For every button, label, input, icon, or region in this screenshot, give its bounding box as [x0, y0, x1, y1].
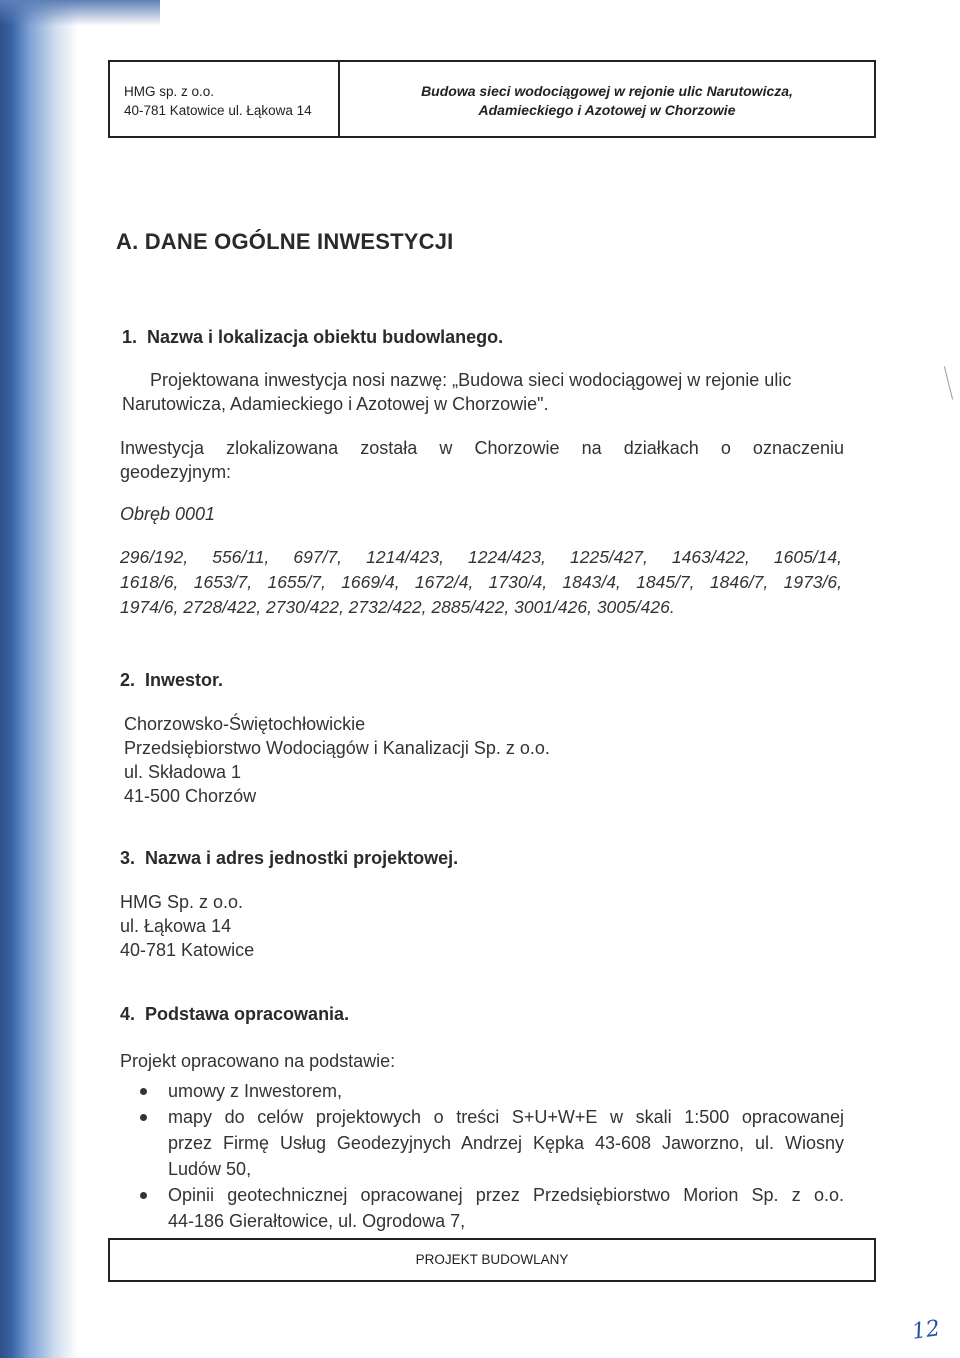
designer-line: 40-781 Katowice: [120, 940, 255, 960]
item3-designer-address: [120, 890, 254, 962]
item1-para2-line2: geodezyjnym:: [120, 462, 232, 482]
bullet-icon: [140, 1192, 147, 1199]
item2-investor-address: [124, 712, 550, 808]
page-header: [108, 60, 876, 138]
list-item-line: Opinii geotechnicznej opracowanej przez Przedsiębiorstwo Morion Sp. z o.o.: [168, 1185, 844, 1205]
list-item-line: 44-186 Gierałtowice, ul. Ogrodowa 7,: [168, 1211, 466, 1231]
parcel-line-3: 1974/6, 2728/422, 2730/422, 2732/422, 2885/422, 3001/426, 3005/426.: [120, 597, 675, 617]
item1-parcel-list: [120, 545, 842, 620]
investor-line: 41-500 Chorzów: [124, 786, 257, 806]
item1-number: 1.: [122, 327, 138, 347]
list-item-line: umowy z Inwestorem,: [168, 1081, 343, 1101]
investor-line: Chorzowsko-Świętochłowickie: [124, 714, 366, 734]
parcel-line-2: 1618/6, 1653/7, 1655/7, 1669/4, 1672/4, 1730/4, 1843/4, 1845/7, 1846/7, 1973/6,: [120, 572, 842, 592]
item3-number: 3.: [120, 848, 136, 868]
item2-number: 2.: [120, 670, 136, 690]
item3-heading: [120, 848, 458, 869]
bullet-icon: [140, 1088, 147, 1095]
investor-line: ul. Składowa 1: [124, 762, 242, 782]
handwritten-page-number: 12: [910, 1316, 942, 1345]
list-item: [120, 1104, 844, 1182]
item1-paragraph2: [120, 436, 844, 484]
header-company-name: HMG sp. z o.o.: [124, 84, 215, 99]
list-item-line: przez Firmę Usług Geodezyjnych Andrzej Kępka 43-608 Jaworzno, ul. Wiosny: [168, 1133, 844, 1153]
item1-para2-line1: Inwestycja zlokalizowana została w Chorzowie na działkach o oznaczeniu: [120, 438, 844, 458]
item4-intro: Projekt opracowano na podstawie:: [120, 1051, 396, 1071]
item4-basis-list: [120, 1078, 844, 1234]
item4-heading: [120, 1004, 349, 1025]
header-project-title-line2: Adamieckiego i Azotowej w Chorzowie: [478, 102, 736, 118]
header-company-address: 40-781 Katowice ul. Łąkowa 14: [124, 103, 312, 118]
investor-line: Przedsiębiorstwo Wodociągów i Kanalizacji Sp. z o.o.: [124, 738, 550, 758]
list-item: [120, 1182, 844, 1234]
item1-paragraph1: [122, 368, 846, 416]
page-footer: [108, 1238, 876, 1282]
item2-heading-text: Inwestor.: [145, 670, 224, 690]
footer-label: PROJEKT BUDOWLANY: [415, 1252, 569, 1267]
item1-heading: [122, 327, 503, 348]
item4-number: 4.: [120, 1004, 136, 1024]
list-item-line: mapy do celów projektowych o treści S+U+W+E w skali 1:500 opracowanej: [168, 1107, 844, 1127]
item1-heading-text: Nazwa i lokalizacja obiektu budowlanego.: [147, 327, 504, 347]
designer-line: HMG Sp. z o.o.: [120, 892, 244, 912]
header-project-title-line1: Budowa sieci wodociągowej w rejonie ulic Narutowicza,: [421, 83, 793, 99]
section-title: A. DANE OGÓLNE INWESTYCJI: [116, 229, 454, 254]
designer-line: ul. Łąkowa 14: [120, 916, 232, 936]
item1-para1-line1: Projektowana inwestycja nosi nazwę: „Budowa sieci wodociągowej w rejonie ulic: [150, 370, 792, 390]
header-company-cell: [110, 62, 340, 136]
item3-heading-text: Nazwa i adres jednostki projektowej.: [145, 848, 459, 868]
margin-mark: [944, 366, 953, 399]
parcel-line-1: 296/192, 556/11, 697/7, 1214/423, 1224/423, 1225/427, 1463/422, 1605/14,: [120, 547, 842, 567]
header-project-cell: [340, 62, 874, 136]
list-item: [120, 1078, 844, 1104]
item2-heading: [120, 670, 223, 691]
item1-para1-line2: Narutowicza, Adamieckiego i Azotowej w Chorzowie".: [122, 394, 549, 414]
list-item-line: Ludów 50,: [168, 1159, 252, 1179]
item4-heading-text: Podstawa opracowania.: [145, 1004, 350, 1024]
bullet-icon: [140, 1114, 147, 1121]
item1-obreb: Obręb 0001: [120, 504, 216, 524]
